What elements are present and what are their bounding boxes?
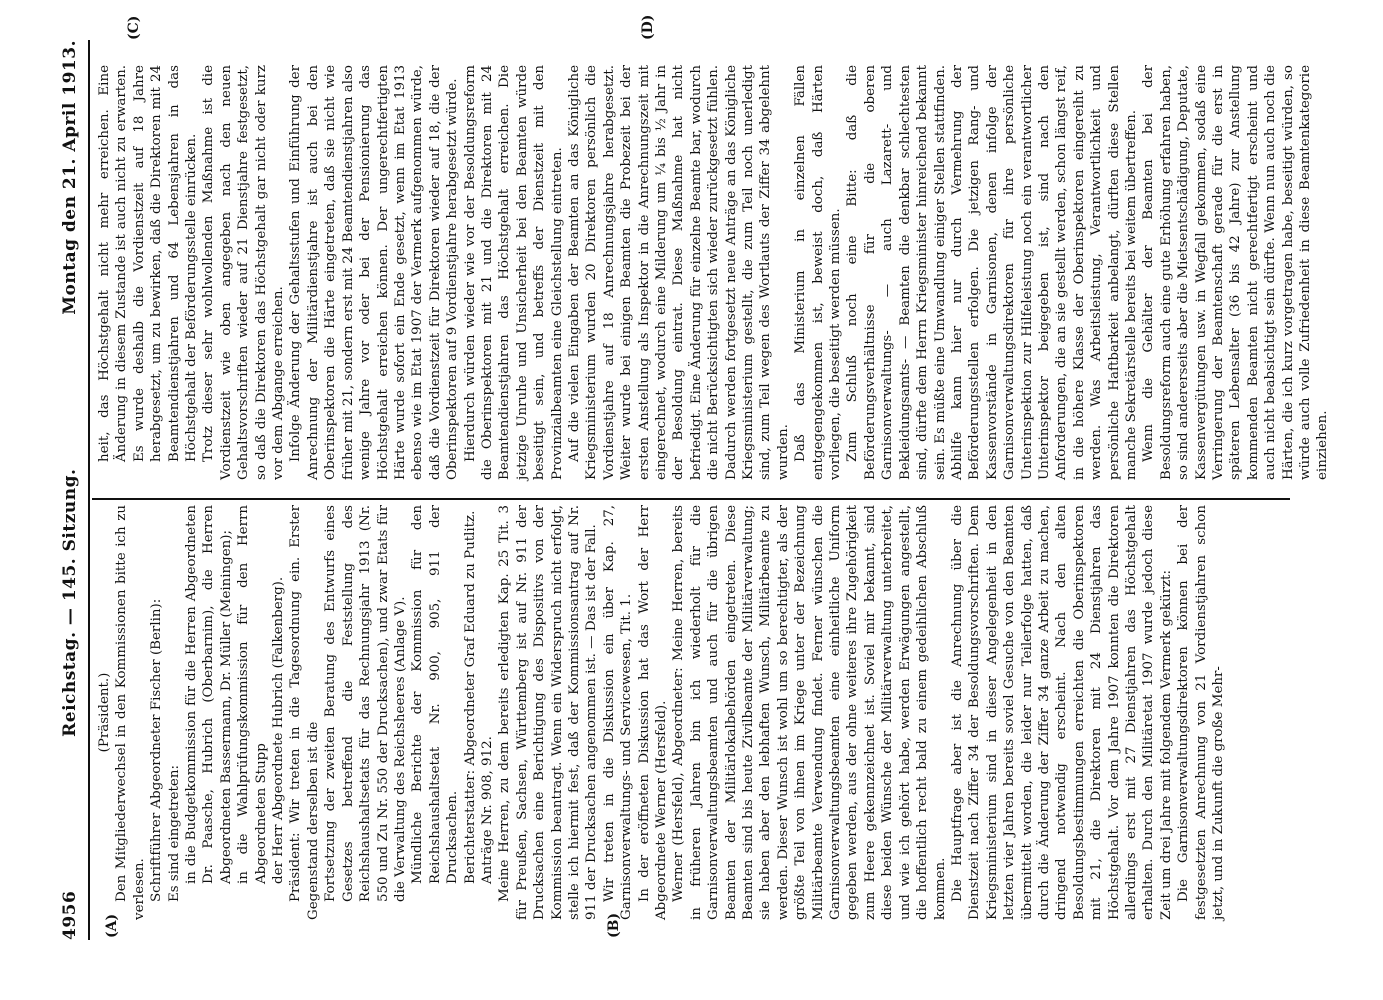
paragraph: heit, das Höchstgehalt nicht mehr erreichen. Eine Änderung in diesem Zustande ist auch nicht zu erwarten. Es wurde deshalb die Vordienstzeit auf 18 Jahre herabgesetzt, um zu bewirken, daß die Direktoren mit 24 Beamtendienstjahren und 64 Lebensjahren in das Höchstgehalt der Beförderungsstelle einrücken. xyxy=(97,65,200,462)
paragraph: Daß das Ministerium in einzelnen Fällen entgegengekommen ist, beweist doch, daß Härten vorliegen, die beseitigt werden müssen. xyxy=(793,65,844,480)
margin-mark-c: (C) xyxy=(126,15,142,40)
paragraph: Berichterstatter: Abgeordneter Graf Eduard zu Putlitz. xyxy=(462,510,478,884)
paragraph: Auf die vielen Eingaben der Beamten an das Königliche Kriegsministerium wurden 20 Direktoren persönlich die Vordienstjahre auf 18 Anrechnungsjahre herabgesetzt. Weiter wurde bei einigen Beamten die Probezeit bei der ersten Anstellung als Inspektor in die Anrechnungszeit mit eingerechnet, wodurch eine Milderung um ¼ bis ½ Jahr in der Besoldung eintrat. Diese Maßnahme hat nicht befriedigt. Eine Änderung für einzelne Beamte bar, wodurch die nicht Berücksichtigten sich wieder zurückgesetzt fühlen. Dadurch werden fortgesetzt neue Anträge an das Königliche Kriegsministerium gestellt, die zum Teil noch unerledigt sind, zum Teil wegen des Wortlauts der Ziffer 34 abgelehnt wurden. xyxy=(566,65,791,480)
paragraph: der Herr Abgeordnete Hubrich (Falkenberg). xyxy=(271,576,287,884)
session-date: Montag den 21. April 1913. xyxy=(60,40,80,315)
paragraph: Werner (Hersfeld), Abgeordneter: Meine Herren, bereits in früheren Jahren bin ich wiederholt für die Garnisonverwaltungsbeamten und auch für die übrigen Beamten der Militärlokalbehörden eingetreten. Diese Beamten sind bis heute Zivilbeamte der Militärverwaltung; sie haben aber den lebhaften Wunsch, Militärbeamte zu werden. Dieser Wunsch ist wohl um so berechtigter, als der größte Teil von ihnen im Kriege unter der Bezeichnung Militärbeamte Verwendung findet. Ferner wünschen die Garnisonverwaltungsbeamten eine einheitliche Uniform gegeben werden, aus der ohne weiteres ihre Zugehörigkeit zum Heere gekennzeichnet ist. Soviel mir bekannt, sind diese beiden Wünsche der Militärverwaltung unterbreitet, und wie ich gehört habe, werden Erwägungen angestellt, die hoffentlich recht bald zu einem gedeihlichen Abschluß kommen. xyxy=(671,505,948,920)
paragraph: Fortsetzung der zweiten Beratung des Entwurfs eines Gesetzes betreffend die Feststellung des Reichshaushaltsetats für das Rechnungsjahr 1913 (Nr. 550 und Zu Nr. 550 der Drucksachen), und zwar Etats für die Verwaltung des Reichsheeres (Anlage V). xyxy=(323,505,408,902)
paragraph: Schriftführer Abgeordneter Fischer (Berlin): xyxy=(149,598,165,902)
paragraph: Hierdurch würden wieder wie vor der Besoldungsreform die Oberinspektoren mit 21 und die Direktoren mit 24 Beamtendienstjahren das Höchstgehalt erreichen. Die jetzige Unruhe und Unsicherheit bei den Beamten würde beseitigt sein, und betreffs der Dienstzeit mit den Provinzialbeamten eine Gleichstellung eintreten. xyxy=(462,65,565,480)
paragraph: (Präsident.) xyxy=(97,672,112,753)
paragraph: Es sind eingetreten: xyxy=(166,765,182,902)
paragraph: Mündliche Berichte der Kommission für den Reichshaushaltsetat Nr. 900, 905, 911 der Drucksachen. xyxy=(410,505,461,884)
margin-mark-b: (B) xyxy=(606,912,622,938)
left-text-column xyxy=(96,505,1227,920)
paragraph: Die Hauptfrage aber ist die Anrechnung über die Dienstzeit nach Ziffer 34 der Besoldungsvorschriften. Dem Kriegsministerium sind in dieser Angelegenheit in den letzten vier Jahren bereits soviel Gesuche von den Beamten übermittelt worden, die leider nur Teilerfolge hatten, daß durch die Änderung der Ziffer 34 ganze Arbeit zu machen, dringend notwendig erscheint. Nach den alten Besoldungsbestimmungen erreichten die Oberinspektoren mit 21, die Direktoren mit 24 Dienstjahren das Höchstgehalt. Vor dem Jahre 1907 konnten die Direktoren allerdings erst mit 27 Dienstjahren das Höchstgehalt erhalten. Durch den Militäretat 1907 wurde jedoch diese Zeit um drei Jahre mit folgendem Vermerk gekürzt: xyxy=(949,505,1174,920)
paragraph: Präsident: Wir treten in die Tagesordnung ein. Erster Gegenstand derselben ist die xyxy=(288,505,321,920)
paragraph: In der eröffneten Diskussion hat das Wort der Herr Abgeordnete Werner (Hersfeld). xyxy=(636,505,669,920)
paragraph: Anträge Nr. 908, 912. xyxy=(479,736,495,884)
paragraph: in die Wahlprüfungskommission für den Herrn Abgeordneten Stupp xyxy=(236,505,269,884)
margin-mark-a: (A) xyxy=(104,913,120,938)
paragraph: Trotz dieser sehr wohlwollenden Maßnahme ist die Vordienstzeit wie oben angegeben nach den neuen Gehaltsvorschriften wieder auf 21 Dienstjahre festgesetzt, so daß die Direktoren das Höchstgehalt gar nicht oder kurz vor dem Abgange erreichen. xyxy=(201,65,287,480)
right-text-column xyxy=(96,65,1332,480)
running-head xyxy=(55,40,85,940)
paragraph: Zum Schluß noch eine Bitte: daß die Beförderungsverhältnisse für die oberen Garnisonverwaltungs- — auch Lazarett- und Bekleidungsamts- — Beamten die denkbar schlechtesten sind, dürfte dem Herrn Kriegsminister hinreichend bekannt sein. Es müßte eine Umwandlung einiger Stellen stattfinden. Abhilfe kann hier nur durch Vermehrung der Beförderungsstellen erfolgen. Die jetzigen Rang- und Kassenvorstände in Garnisonen, denen infolge der Garnisonverwaltungsdirektoren für ihre persönliche Unterinspektion zur Hilfeleistung noch ein verantwortlicher Unterinspektor beigegeben ist, sind nach den Anforderungen, die an sie gestellt werden, schon längst reif, in die höhere Klasse der Oberinspektoren eingereiht zu werden. Was Arbeitsleistung, Verantwortlichkeit und persönliche Haftbarkeit anbelangt, dürften diese Stellen manche Sekretärstelle bereits bei weitem übertreffen. xyxy=(845,65,1139,480)
session-title: Reichstag. — 145. Sitzung. xyxy=(60,468,80,737)
paragraph: Die Garnisonverwaltungsdirektoren können bei der festgesetzten Anrechnung von 21 Vordienstjahren schon jetzt, und in Zukunft die große Mehr- xyxy=(1176,505,1226,920)
paragraph: Wenn die Gehälter der Beamten bei der Besoldungsreform auch eine gute Erhöhung erfahren haben, so sind andererseits aber die Mietsentschädigung, Deputate, Kassenvergütungen usw. in Wegfall gekommen, sodaß eine Verringerung der Beamtenschaft gerade für die erst in späteren Lebensalter (36 bis 42 Jahre) zur Anstellung kommenden Beamten nicht gerechtfertigt erscheint und auch nicht beabsichtigt sein dürfte. Wenn nun auch noch die Härten, die ich kurz vorgetragen habe, beseitigt würden, so würde auch volle Zufriedenheit in diese Beamtenkategorie einziehen. xyxy=(1141,64,1331,480)
paragraph: in die Budgetkommission für die Herren Abgeordneten Dr. Paasche, Hubrich (Oberbarnim), die Herren Abgeordneten Bassermann, Dr. Müller (Meiningen); xyxy=(184,505,234,884)
page-number: 4956 xyxy=(60,890,80,940)
column-divider xyxy=(92,498,1290,500)
paragraph: Infolge Änderung der Gehaltsstufen und Einführung der Anrechnung der Militärdienstjahre ist auch bei den Oberinspektoren die Härte eingetreten, daß sie nicht wie früher mit 21, sondern erst mit 24 Beamtendienstjahren also wenige Jahre vor oder bei der Pensionierung das Höchstgehalt erreichen können. Der ungerechtfertigten Härte wurde sofort ein Ende gesetzt, wenn im Etat 1913 ebenso wie im Etat 1907 der Vermerk aufgenommen würde, daß die Vordienstzeit für Direktoren wieder auf 18, die der Oberinspektoren auf 9 Vordienstjahre herabgesetzt würde. xyxy=(288,65,461,480)
paragraph: Meine Herren, zu dem bereits erledigten Kap. 25 Tit. 3 für Preußen, Sachsen, Württemberg ist auf Nr. 911 der Drucksachen eine Berichtigung des Dispositivs von der Kommission beantragt. Wenn ein Widerspruch nicht erfolgt, stelle ich hiermit fest, daß der Kommissionsantrag auf Nr. 911 der Drucksachen angenommen ist. — Das ist der Fall. xyxy=(497,505,600,920)
margin-mark-d: (D) xyxy=(640,14,656,40)
header-rule xyxy=(88,40,90,940)
paragraph: Wir treten in die Diskussion ein über Kap. 27, Garnisonverwaltungs- und Servicewesen, Tit. 1. xyxy=(601,505,635,920)
paragraph: Den Mitgliederwechsel in den Kommissionen bitte ich zu verlesen. xyxy=(114,505,147,920)
